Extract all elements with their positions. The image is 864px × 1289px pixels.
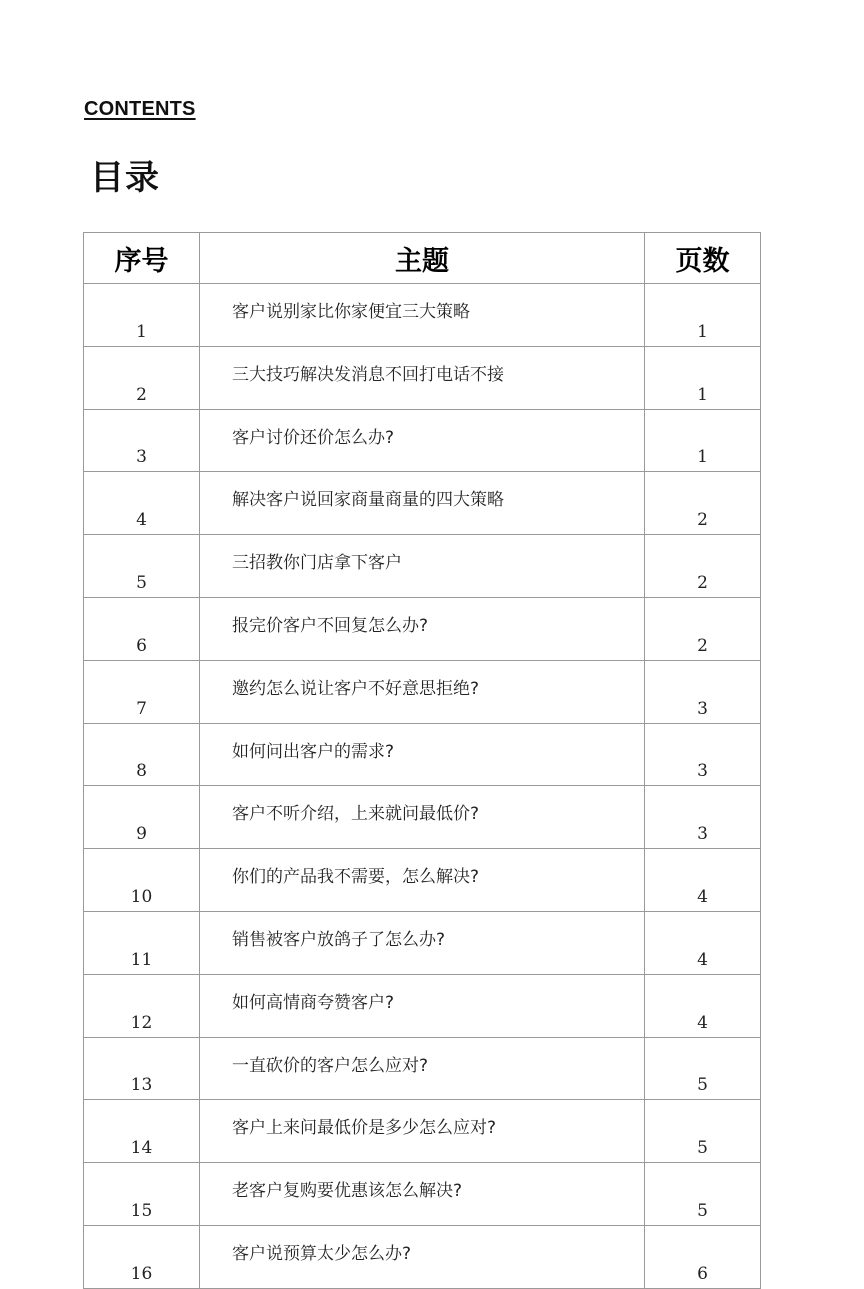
table-header-row xyxy=(84,233,761,284)
row-page: 3 xyxy=(645,723,761,786)
row-number: 3 xyxy=(84,409,200,472)
toc-title: 目录 xyxy=(90,158,160,198)
row-number: 10 xyxy=(84,849,200,912)
table-row xyxy=(84,597,761,660)
row-page: 5 xyxy=(645,1037,761,1100)
table-row xyxy=(84,660,761,723)
row-number: 13 xyxy=(84,1037,200,1100)
table-row xyxy=(84,1100,761,1163)
table-row xyxy=(84,911,761,974)
row-topic: 邀约怎么说让客户不好意思拒绝? xyxy=(200,660,645,723)
column-header-number: 序号 xyxy=(84,233,200,284)
table-row xyxy=(84,1225,761,1288)
table-row xyxy=(84,849,761,912)
row-number: 12 xyxy=(84,974,200,1037)
table-row xyxy=(84,535,761,598)
table-row xyxy=(84,409,761,472)
row-topic: 客户说别家比你家便宜三大策略 xyxy=(200,284,645,347)
row-number: 4 xyxy=(84,472,200,535)
table-row xyxy=(84,723,761,786)
row-topic: 客户说预算太少怎么办? xyxy=(200,1225,645,1288)
row-page: 2 xyxy=(645,472,761,535)
row-topic: 如何高情商夸赞客户? xyxy=(200,974,645,1037)
row-page: 1 xyxy=(645,409,761,472)
row-number: 8 xyxy=(84,723,200,786)
row-topic: 销售被客户放鸽子了怎么办? xyxy=(200,911,645,974)
row-page: 6 xyxy=(645,1225,761,1288)
row-page: 1 xyxy=(645,346,761,409)
row-number: 16 xyxy=(84,1225,200,1288)
row-topic: 客户不听介绍，上来就问最低价? xyxy=(200,786,645,849)
row-number: 5 xyxy=(84,535,200,598)
row-number: 1 xyxy=(84,284,200,347)
row-page: 5 xyxy=(645,1100,761,1163)
row-page: 4 xyxy=(645,911,761,974)
row-topic: 老客户复购要优惠该怎么解决? xyxy=(200,1163,645,1226)
row-number: 2 xyxy=(84,346,200,409)
table-row xyxy=(84,346,761,409)
row-number: 7 xyxy=(84,660,200,723)
toc-table xyxy=(83,232,761,1289)
row-topic: 客户讨价还价怎么办? xyxy=(200,409,645,472)
table-row xyxy=(84,472,761,535)
row-page: 4 xyxy=(645,974,761,1037)
contents-heading: CONTENTS xyxy=(84,98,196,120)
row-page: 4 xyxy=(645,849,761,912)
row-page: 5 xyxy=(645,1163,761,1226)
row-number: 15 xyxy=(84,1163,200,1226)
column-header-topic: 主题 xyxy=(200,233,645,284)
row-topic: 报完价客户不回复怎么办? xyxy=(200,597,645,660)
column-header-page: 页数 xyxy=(645,233,761,284)
row-topic: 一直砍价的客户怎么应对? xyxy=(200,1037,645,1100)
row-page: 3 xyxy=(645,786,761,849)
row-page: 2 xyxy=(645,535,761,598)
row-topic: 你们的产品我不需要，怎么解决? xyxy=(200,849,645,912)
row-topic: 三大技巧解决发消息不回打电话不接 xyxy=(200,346,645,409)
table-row xyxy=(84,786,761,849)
row-page: 1 xyxy=(645,284,761,347)
row-page: 3 xyxy=(645,660,761,723)
row-number: 14 xyxy=(84,1100,200,1163)
table-row xyxy=(84,284,761,347)
table-row xyxy=(84,1037,761,1100)
row-page: 2 xyxy=(645,597,761,660)
table-row xyxy=(84,974,761,1037)
table-row xyxy=(84,1163,761,1226)
row-topic: 客户上来问最低价是多少怎么应对? xyxy=(200,1100,645,1163)
row-topic: 解决客户说回家商量商量的四大策略 xyxy=(200,472,645,535)
row-topic: 如何问出客户的需求? xyxy=(200,723,645,786)
row-number: 11 xyxy=(84,911,200,974)
row-number: 6 xyxy=(84,597,200,660)
row-topic: 三招教你门店拿下客户 xyxy=(200,535,645,598)
row-number: 9 xyxy=(84,786,200,849)
